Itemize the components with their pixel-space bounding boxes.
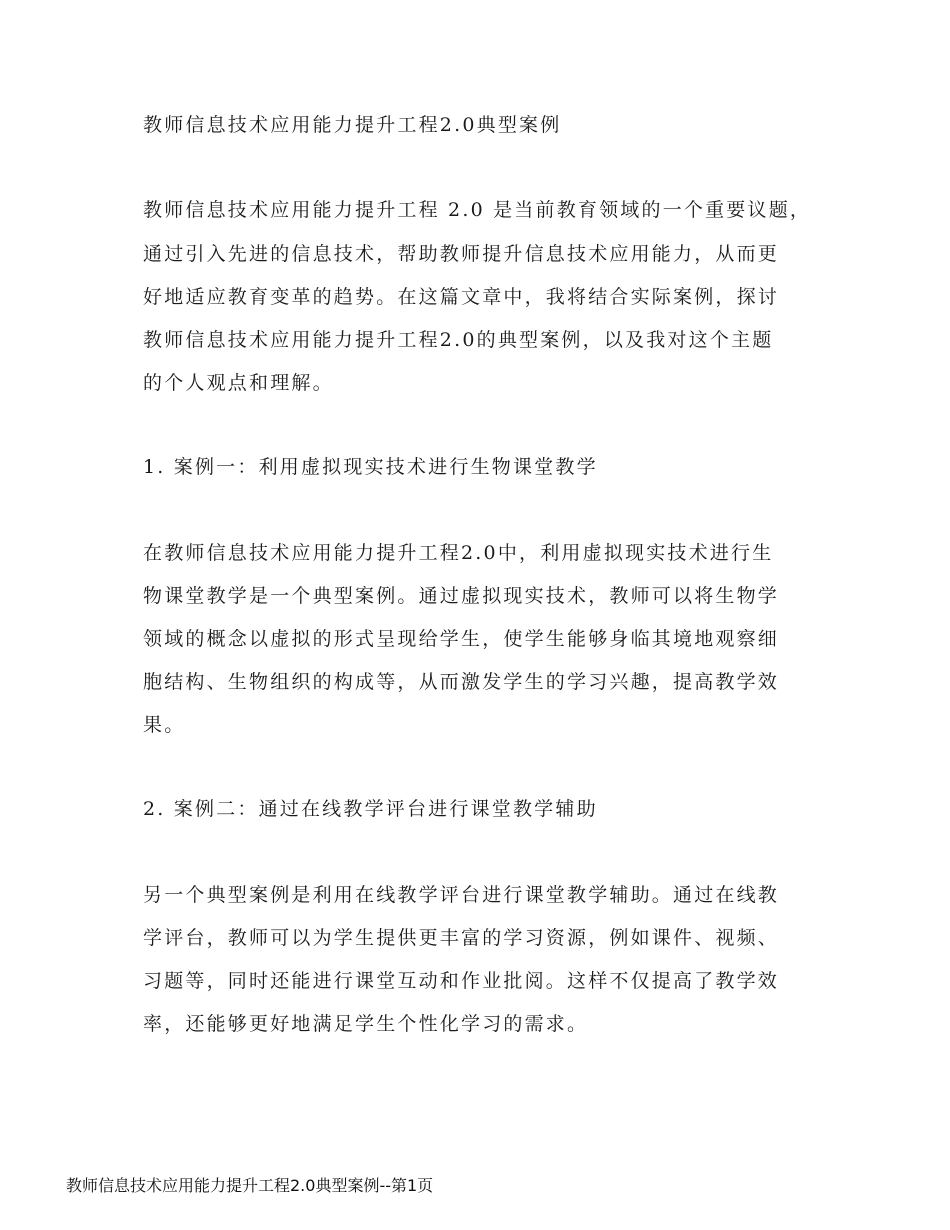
case2-paragraph-line: 率，还能够更好地满足学生个性化学习的需求。 (143, 1013, 589, 1035)
case1-paragraph-line: 胞结构、生物组织的构成等，从而激发学生的学习兴趣，提高教学效 (143, 671, 780, 693)
case2-paragraph-line: 另一个典型案例是利用在线教学评台进行课堂教学辅助。通过在线教 (143, 884, 780, 906)
intro-paragraph-line: 教师信息技术应用能力提升工程 2.0 是当前教育领域的一个重要议题， (143, 199, 812, 221)
case1-paragraph-line: 物课堂教学是一个典型案例。通过虚拟现实技术，教师可以将生物学 (143, 585, 780, 607)
document-title: 教师信息技术应用能力提升工程2.0典型案例 (143, 114, 562, 136)
case1-paragraph-line: 果。 (143, 714, 186, 736)
intro-paragraph-line: 好地适应教育变革的趋势。在这篇文章中，我将结合实际案例，探讨 (143, 286, 780, 308)
case2-paragraph-line: 习题等，同时还能进行课堂互动和作业批阅。这样不仅提高了教学效 (143, 970, 780, 992)
page-footer: 教师信息技术应用能力提升工程2.0典型案例--第1页 (66, 1176, 434, 1195)
case1-paragraph-line: 领域的概念以虚拟的形式呈现给学生，使学生能够身临其境地观察细 (143, 628, 780, 650)
intro-paragraph-line: 通过引入先进的信息技术，帮助教师提升信息技术应用能力，从而更 (143, 243, 780, 265)
intro-paragraph-line: 教师信息技术应用能力提升工程2.0的典型案例，以及我对这个主题 (143, 329, 774, 351)
intro-paragraph-line: 的个人观点和理解。 (143, 372, 334, 394)
case2-heading: 2. 案例二：通过在线教学评台进行课堂教学辅助 (143, 798, 598, 820)
case1-paragraph-line: 在教师信息技术应用能力提升工程2.0中，利用虚拟现实技术进行生 (143, 542, 774, 564)
case2-paragraph-line: 学评台，教师可以为学生提供更丰富的学习资源，例如课件、视频、 (143, 927, 780, 949)
case1-heading: 1. 案例一：利用虚拟现实技术进行生物课堂教学 (143, 456, 598, 478)
